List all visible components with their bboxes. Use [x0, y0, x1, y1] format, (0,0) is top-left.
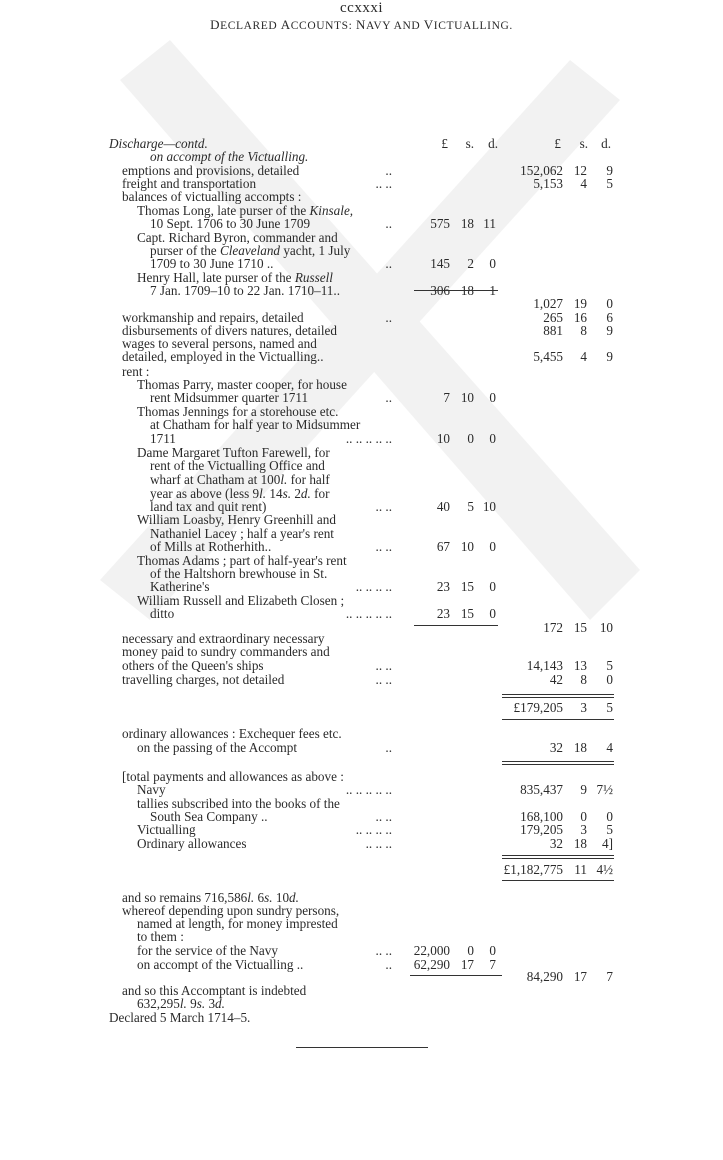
line-text: Katherine's: [150, 579, 210, 594]
line-text: ordinary allowances : Exchequer fees etc.: [122, 726, 342, 741]
text-line: [150, 150, 308, 163]
header-shillings-2: s.: [579, 136, 588, 151]
line-text: wages to several persons, named and: [122, 336, 317, 351]
line-text: Thomas Parry, master cooper, for house: [137, 377, 347, 392]
total-rule-3: [502, 855, 614, 859]
text-line: [122, 190, 301, 203]
amount-depending_total-shillings: 17: [573, 969, 587, 984]
line-text: Thomas Jennings for a storehouse etc.: [137, 404, 339, 419]
text-line: [150, 540, 271, 553]
amount-emptions-pounds: 152,062: [520, 163, 563, 178]
amount-travelling-pounds: 42: [549, 672, 563, 687]
leader-dots: .. .. .. .. ..: [345, 782, 392, 797]
line-text: travelling charges, not detailed: [122, 672, 285, 687]
leader-dots: .. ..: [375, 943, 392, 958]
amount-disbursements-pounds: 881: [543, 323, 563, 338]
amount-tallies-pence: 0: [606, 809, 613, 824]
amount-long-shillings: 18: [460, 216, 474, 231]
line-text: and so remains 716,586: [122, 890, 248, 905]
amount-parry-pounds: 7: [443, 390, 450, 405]
line-text: yacht, 1 July: [280, 243, 351, 258]
text-line: [150, 284, 340, 297]
amount-workmanship-pounds: 265: [543, 310, 563, 325]
amount-ordinary_allow-pence: 4]: [602, 836, 613, 851]
amount-emptions-pence: 9: [606, 163, 613, 178]
line-text: of Mills at Rotherhith..: [150, 539, 272, 554]
line-text: rent of the Victualling Office and: [150, 458, 325, 473]
amount-russell-shillings: 15: [460, 606, 474, 621]
amount-wages-pounds: 5,455: [533, 349, 563, 364]
amount-loasby-shillings: 10: [460, 539, 474, 554]
text-line: [122, 659, 264, 672]
amount-victualling_accompt-pounds: 62,290: [413, 957, 450, 972]
line-text: to them :: [137, 929, 184, 944]
text-line: [150, 257, 273, 270]
line-text: Victualling: [137, 822, 196, 837]
amount-navy-pence: 7½: [596, 782, 613, 797]
amount-wages-shillings: 4: [580, 349, 587, 364]
total-rule-2: [502, 761, 614, 765]
line-text: on the passing of the Accompt: [137, 740, 298, 755]
amount-tallies-pounds: 168,100: [520, 809, 563, 824]
amount-grand_total-shillings: 11: [574, 862, 587, 877]
line-text: year as above (less 9: [150, 486, 260, 501]
leader-dots: .. ..: [375, 176, 392, 191]
amount-travelling-pence: 0: [606, 672, 613, 687]
line-text: on accompt of the Victualling.: [150, 149, 309, 164]
amount-byron-shillings: 2: [467, 256, 474, 271]
text-line: [137, 513, 336, 526]
text-line: [137, 930, 184, 943]
line-text: named at length, for money imprested: [137, 916, 338, 931]
leader-dots: .. ..: [375, 658, 392, 673]
line-text: on accompt of the Victualling ..: [137, 957, 304, 972]
line-text: rent :: [122, 364, 150, 379]
amount-hall-shillings: 18: [460, 283, 474, 298]
amount-depending_total-pence: 7: [606, 969, 613, 984]
amount-freight-pence: 5: [606, 176, 613, 191]
text-line: [137, 944, 278, 957]
amount-farewell-pence: 10: [482, 499, 496, 514]
leader-dots: .. .. .. .. ..: [345, 431, 392, 446]
line-text: others of the Queen's ships: [122, 658, 264, 673]
text-line: [150, 607, 174, 620]
text-line: [122, 673, 284, 686]
text-line: [137, 823, 196, 836]
amount-grand_total-pounds: £1,182,775: [503, 862, 563, 877]
amount-hall-pence: 1: [489, 283, 496, 298]
amount-farewell-shillings: 5: [467, 499, 474, 514]
amount-subtotal-shillings: 3: [580, 700, 587, 715]
amount-loasby-pence: 0: [489, 539, 496, 554]
line-text: s.: [264, 890, 273, 905]
leader-dots: .. ..: [375, 539, 392, 554]
text-line: [137, 837, 247, 850]
line-text: 7 Jan. 1709–10 to 22 Jan. 1710–11..: [150, 283, 340, 298]
amount-jennings-pounds: 10: [436, 431, 450, 446]
line-text: 10 Sept. 1706 to 30 June 1709: [150, 216, 311, 231]
amount-disbursements-shillings: 8: [580, 323, 587, 338]
amount-parry-shillings: 10: [460, 390, 474, 405]
line-text: Henry Hall, late purser of the: [137, 270, 295, 285]
line-text: l.: [247, 890, 255, 905]
amount-rent_total-pence: 10: [599, 620, 613, 635]
amount-victualling_accompt-shillings: 17: [460, 957, 474, 972]
amount-subtotal-pence: 5: [606, 700, 613, 715]
text-line: [150, 418, 360, 431]
line-text: Kinsale,: [309, 203, 354, 218]
end-rule: [296, 1047, 428, 1048]
line-text: Cleaveland: [219, 243, 281, 258]
total-rule-1: [502, 694, 614, 698]
line-text: emptions and provisions, detailed: [122, 163, 300, 178]
header-pounds-2: £: [554, 136, 561, 151]
amount-necessary-pence: 5: [606, 658, 613, 673]
text-line: [150, 459, 325, 472]
line-text: balances of victualling accompts :: [122, 189, 302, 204]
amount-victualling-pounds: 179,205: [520, 822, 563, 837]
text-line: [137, 958, 303, 971]
amount-freight-pounds: 5,153: [533, 176, 563, 191]
amount-byron-pounds: 145: [430, 256, 450, 271]
line-text: s.: [282, 486, 292, 501]
amount-farewell-pounds: 40: [436, 499, 450, 514]
subtotal-rule-rent: [414, 625, 498, 626]
amount-navy_service-pence: 0: [489, 943, 496, 958]
amount-byron-pence: 0: [489, 256, 496, 271]
leader-dots: .. .. .. .. ..: [345, 606, 392, 621]
amount-long-pence: 11: [483, 216, 496, 231]
line-text: l.: [280, 472, 288, 487]
line-text: necessary and extraordinary necessary: [122, 631, 325, 646]
line-text: workmanship and repairs, detailed: [122, 310, 304, 325]
line-text: purser of the: [150, 243, 220, 258]
subtotal-rule-balances: [414, 290, 498, 291]
line-text: whereof depending upon sundry persons,: [122, 903, 340, 918]
amount-travelling-shillings: 8: [580, 672, 587, 687]
leader-dots: ..: [385, 957, 392, 972]
leader-dots: ..: [385, 163, 392, 178]
line-text: money paid to sundry commanders and: [122, 644, 330, 659]
amount-victualling_accompt-pence: 7: [489, 957, 496, 972]
leader-dots: ..: [385, 740, 392, 755]
text-line: [122, 350, 324, 363]
line-text: Ordinary allowances: [137, 836, 247, 851]
amount-tallies-shillings: 0: [580, 809, 587, 824]
leader-dots: .. ..: [375, 499, 392, 514]
line-text: 1709 to 30 June 1710 ..: [150, 256, 274, 271]
line-text: Nathaniel Lacey ; half a year's rent: [150, 526, 334, 541]
leader-dots: .. .. .. ..: [355, 579, 392, 594]
running-title: DECLARED ACCOUNTS: NAVY AND VICTUALLING.: [210, 17, 513, 32]
amount-depending_total-pounds: 84,290: [526, 969, 563, 984]
leader-dots: ..: [385, 310, 392, 325]
amount-ordinary-shillings: 18: [573, 740, 587, 755]
amount-necessary-shillings: 13: [573, 658, 587, 673]
amount-navy-shillings: 9: [580, 782, 587, 797]
line-text: Russell: [294, 270, 333, 285]
amount-freight-shillings: 4: [580, 176, 587, 191]
line-text: Declared 5 March 1714–5.: [109, 1010, 251, 1025]
text-line: [137, 997, 225, 1010]
amount-loasby-pounds: 67: [436, 539, 450, 554]
amount-jennings-shillings: 0: [467, 431, 474, 446]
amount-navy_service-shillings: 0: [467, 943, 474, 958]
text-line: [150, 391, 308, 404]
line-text: 2: [291, 486, 301, 501]
header-pounds-1: £: [441, 136, 448, 151]
line-text: and so this Accomptant is indebted: [122, 983, 307, 998]
amount-balances_total-pounds: 1,027: [533, 296, 563, 311]
leader-dots: ..: [385, 390, 392, 405]
amount-navy_service-pounds: 22,000: [413, 943, 450, 958]
amount-ordinary_allow-shillings: 18: [573, 836, 587, 851]
line-text: Capt. Richard Byron, commander and: [137, 230, 338, 245]
amount-parry-pence: 0: [489, 390, 496, 405]
amount-russell-pounds: 23: [436, 606, 450, 621]
amount-balances_total-pence: 0: [606, 296, 613, 311]
total-underline-1: [502, 719, 614, 720]
line-text: d.: [215, 996, 225, 1011]
amount-emptions-shillings: 12: [573, 163, 587, 178]
line-text: 1711: [150, 431, 176, 446]
leader-dots: .. ..: [375, 672, 392, 687]
line-text: Discharge—contd.: [109, 136, 208, 151]
line-text: wharf at Chatham at 100: [150, 472, 281, 487]
line-text: rent Midsummer quarter 1711: [150, 390, 309, 405]
amount-jennings-pence: 0: [489, 431, 496, 446]
amount-adams-pence: 0: [489, 579, 496, 594]
amount-victualling-shillings: 3: [580, 822, 587, 837]
amount-navy-pounds: 835,437: [520, 782, 563, 797]
line-text: s.: [196, 996, 206, 1011]
page-number: ccxxxi: [340, 0, 383, 16]
amount-rent_total-shillings: 15: [573, 620, 587, 635]
text-line: [137, 741, 297, 754]
amount-workmanship-pence: 6: [606, 310, 613, 325]
header-pence-2: d.: [601, 136, 611, 151]
line-text: freight and transportation: [122, 176, 257, 191]
amount-victualling-pence: 5: [606, 822, 613, 837]
text-line: [122, 727, 342, 740]
line-text: [total payments and allowances as above :: [122, 769, 344, 784]
line-text: tallies subscribed into the books of the: [137, 796, 340, 811]
line-text: d.: [300, 486, 311, 501]
amount-wages-pence: 9: [606, 349, 613, 364]
line-text: South Sea Company ..: [150, 809, 268, 824]
amount-necessary-pounds: 14,143: [526, 658, 563, 673]
total-underline-3: [502, 880, 614, 881]
line-text: ditto: [150, 606, 175, 621]
amount-ordinary-pence: 4: [606, 740, 613, 755]
amount-ordinary_allow-pounds: 32: [549, 836, 563, 851]
line-text: Navy: [137, 782, 166, 797]
amount-long-pounds: 575: [430, 216, 450, 231]
amount-balances_total-shillings: 19: [573, 296, 587, 311]
text-line: [122, 645, 330, 658]
line-text: 9: [186, 996, 197, 1011]
line-text: Thomas Long, late purser of the: [137, 203, 310, 218]
amount-russell-pence: 0: [489, 606, 496, 621]
text-line: [150, 432, 176, 445]
leader-dots: .. .. ..: [365, 836, 392, 851]
line-text: William Loasby, Henry Greenhill and: [137, 512, 336, 527]
amount-workmanship-shillings: 16: [573, 310, 587, 325]
leader-dots: ..: [385, 256, 392, 271]
line-text: 3: [205, 996, 216, 1011]
amount-adams-pounds: 23: [436, 579, 450, 594]
amount-hall-pounds: 306: [430, 283, 450, 298]
text-line: [137, 783, 166, 796]
amount-subtotal-pounds: £179,205: [513, 700, 563, 715]
line-text: Dame Margaret Tufton Farewell, for: [137, 445, 330, 460]
amount-disbursements-pence: 9: [606, 323, 613, 338]
amount-rent_total-pounds: 172: [543, 620, 563, 635]
amount-grand_total-pence: 4½: [596, 862, 613, 877]
header-shillings-1: s.: [465, 136, 474, 151]
line-text: 14: [266, 486, 283, 501]
line-text: land tax and quit rent): [150, 499, 267, 514]
line-text: Thomas Adams ; part of half-year's rent: [137, 553, 347, 568]
header-pence-1: d.: [488, 136, 498, 151]
line-text: 632,295: [137, 996, 180, 1011]
line-text: detailed, employed in the Victualling..: [122, 349, 324, 364]
amount-ordinary-pounds: 32: [549, 740, 563, 755]
line-text: William Russell and Elizabeth Closen ;: [137, 593, 345, 608]
text-line: [150, 217, 310, 230]
amount-adams-shillings: 15: [460, 579, 474, 594]
line-text: of the Haltshorn brewhouse in St.: [150, 566, 328, 581]
text-line: [150, 473, 330, 486]
leader-dots: ..: [385, 216, 392, 231]
line-text: 10: [272, 890, 290, 905]
subtotal-rule-depending: [410, 975, 502, 976]
line-text: l.: [179, 996, 187, 1011]
line-text: for: [310, 486, 330, 501]
text-line: [150, 580, 210, 593]
line-text: l.: [259, 486, 267, 501]
line-text: d.: [289, 890, 299, 905]
line-text: disbursements of divers natures, detailed: [122, 323, 337, 338]
leader-dots: .. ..: [375, 809, 392, 824]
line-text: for the service of the Navy: [137, 943, 278, 958]
line-text: at Chatham for half year to Midsummer: [150, 417, 361, 432]
text-line: [109, 1011, 250, 1024]
leader-dots: .. .. .. ..: [355, 822, 392, 837]
line-text: for half: [287, 472, 330, 487]
line-text: 6: [254, 890, 265, 905]
